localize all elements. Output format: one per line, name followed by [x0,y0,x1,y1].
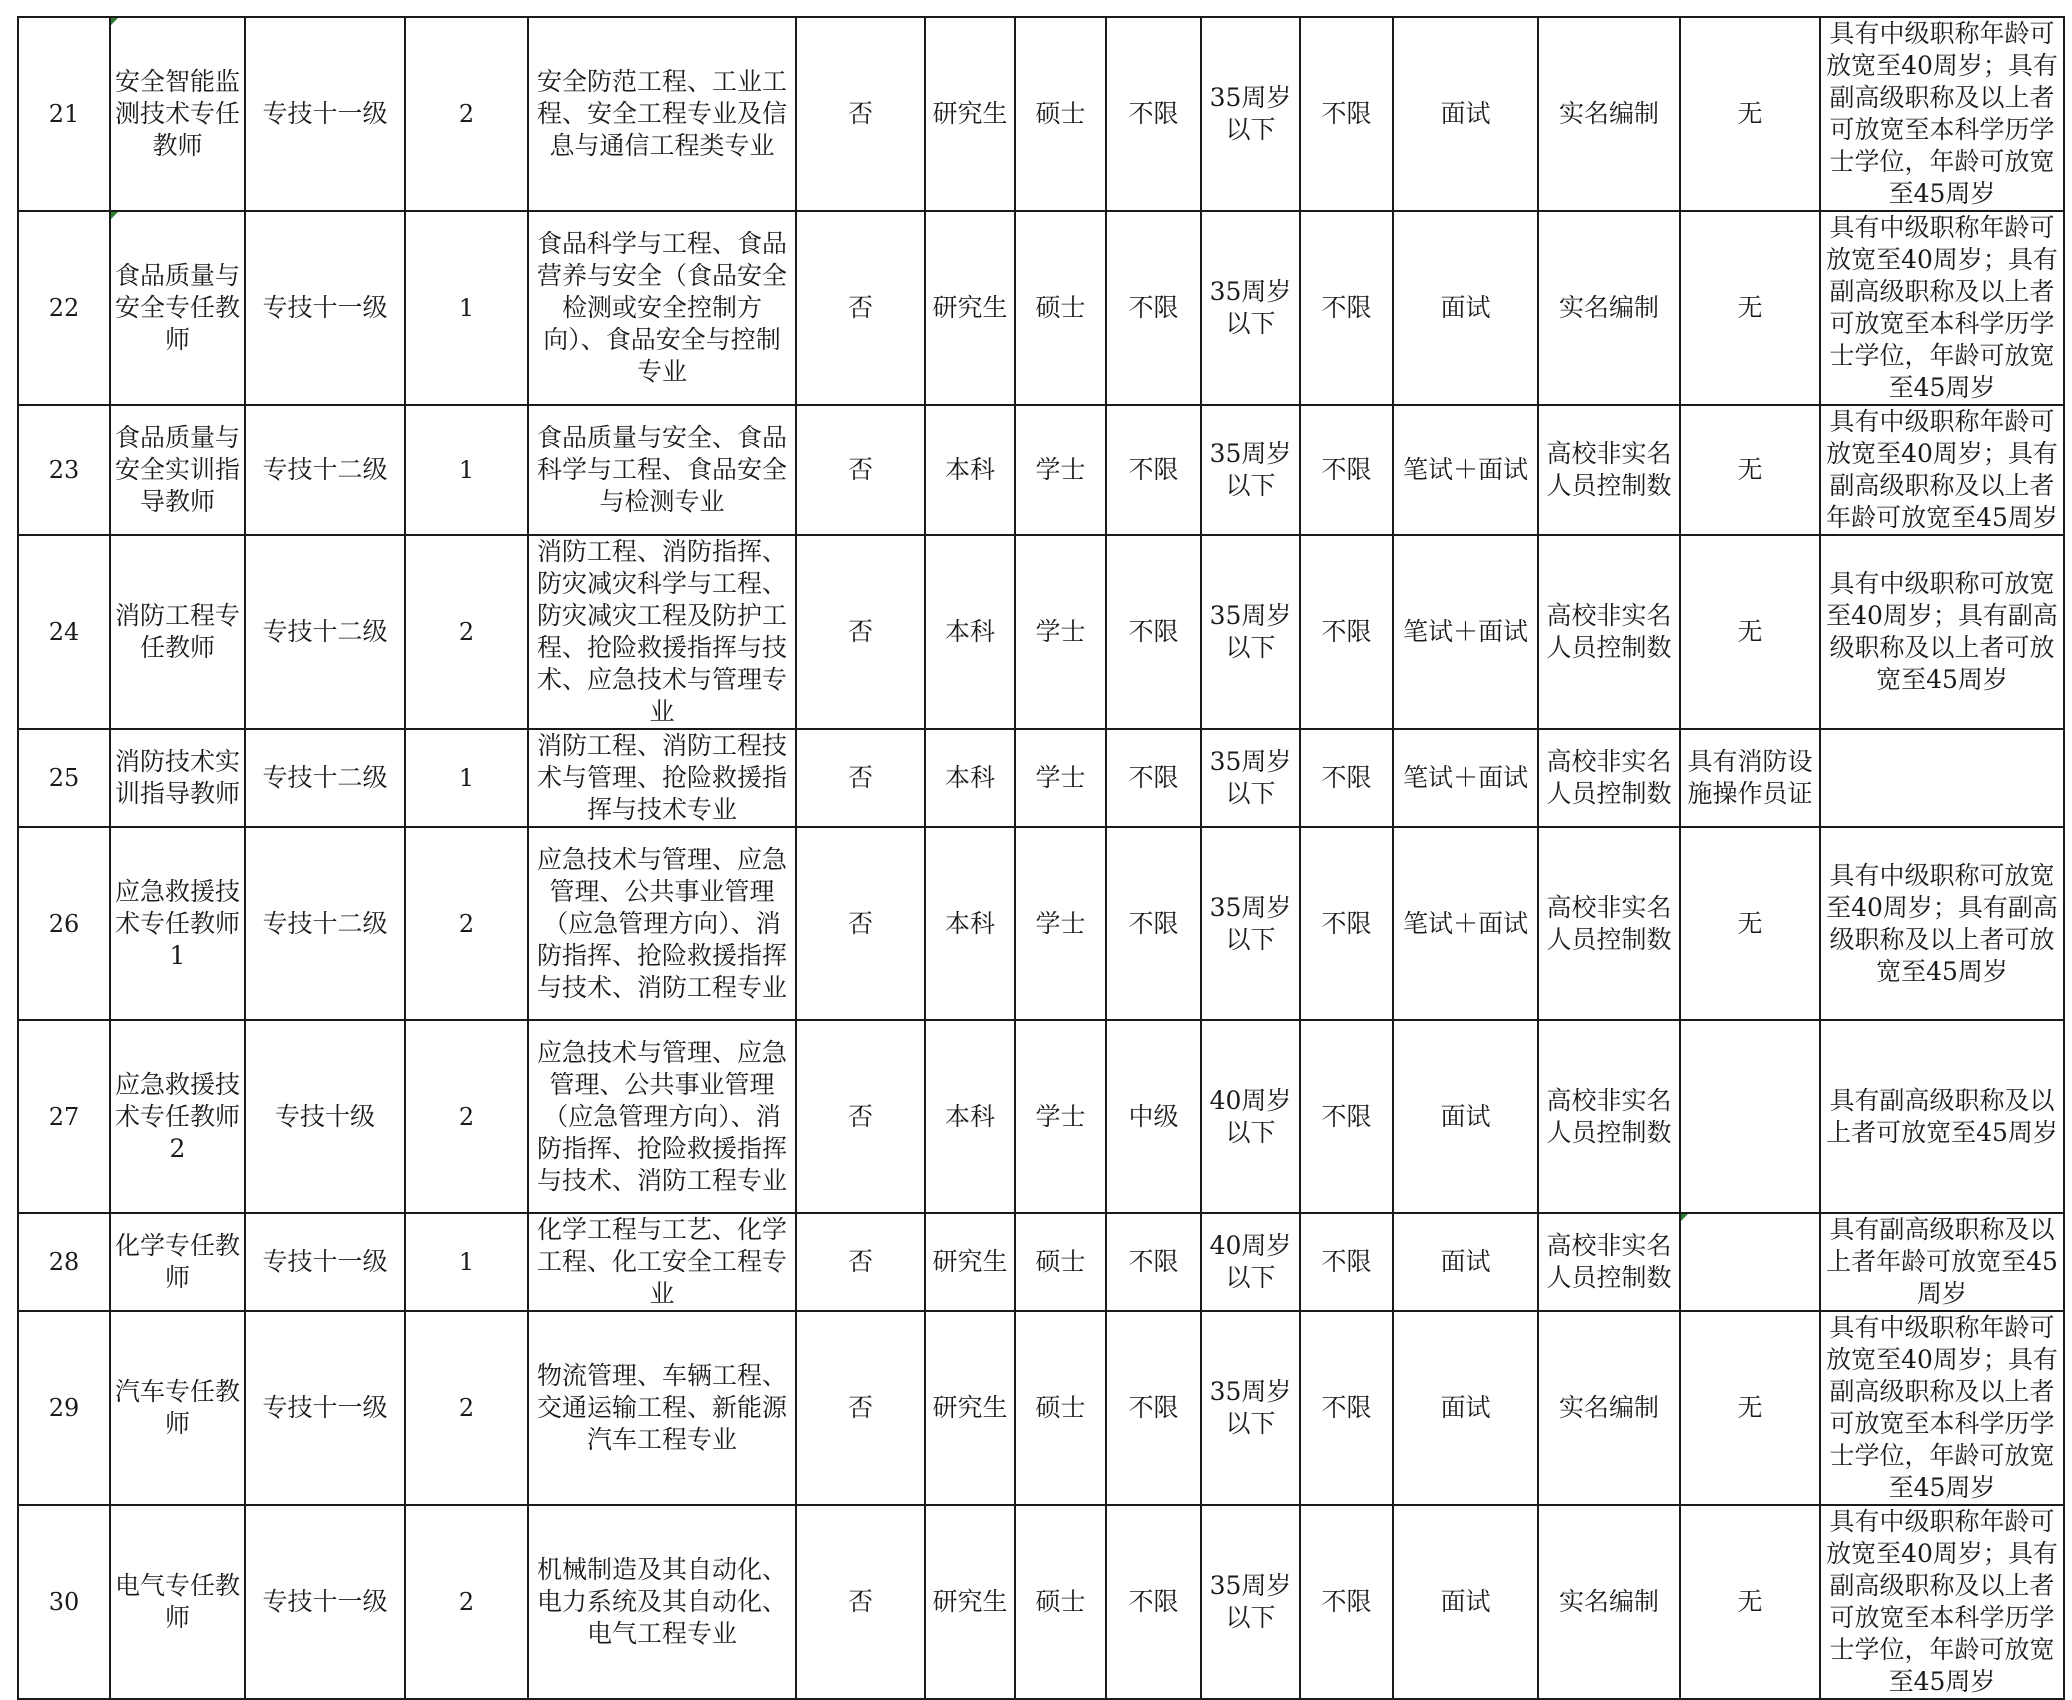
position-name: 化学专任教师 [110,1213,245,1311]
remarks: 具有副高级职称及以上者年龄可放宽至45周岁 [1820,1213,2064,1311]
age-limit: 35周岁以下 [1201,827,1300,1020]
row-number: 24 [18,535,110,729]
row-number: 21 [18,17,110,211]
age-limit: 35周岁以下 [1201,535,1300,729]
exam-method: 笔试＋面试 [1393,535,1538,729]
staffing-type: 实名编制 [1538,17,1680,211]
table-row [18,405,2064,535]
restricted-flag: 否 [796,535,925,729]
degree: 硕士 [1015,1311,1106,1505]
degree: 硕士 [1015,1505,1106,1699]
other-requirement: 不限 [1300,1213,1393,1311]
major-requirement: 应急技术与管理、应急管理、公共事业管理（应急管理方向）、消防指挥、抢险救援指挥与技术、消防工程专业 [528,1020,796,1213]
professional-title: 不限 [1106,211,1201,405]
hire-count: 2 [405,1020,528,1213]
remarks [1820,729,2064,827]
age-limit: 35周岁以下 [1201,729,1300,827]
staffing-type: 高校非实名人员控制数 [1538,827,1680,1020]
hire-count: 2 [405,827,528,1020]
education: 本科 [925,729,1015,827]
exam-method: 面试 [1393,1505,1538,1699]
staffing-type: 实名编制 [1538,1311,1680,1505]
major-requirement: 食品质量与安全、食品科学与工程、食品安全与检测专业 [528,405,796,535]
age-limit: 35周岁以下 [1201,1311,1300,1505]
exam-method: 笔试＋面试 [1393,729,1538,827]
position-name: 消防工程专任教师 [110,535,245,729]
degree: 硕士 [1015,17,1106,211]
certificate [1680,1020,1820,1213]
staffing-type: 高校非实名人员控制数 [1538,729,1680,827]
position-name: 食品质量与安全专任教师 [110,211,245,405]
table-row [18,1213,2064,1311]
degree: 硕士 [1015,1213,1106,1311]
position-name: 应急救援技术专任教师2 [110,1020,245,1213]
education: 本科 [925,405,1015,535]
position-level: 专技十一级 [245,1213,405,1311]
certificate: 无 [1680,1505,1820,1699]
position-name: 汽车专任教师 [110,1311,245,1505]
education: 研究生 [925,1505,1015,1699]
exam-method: 面试 [1393,17,1538,211]
professional-title: 不限 [1106,17,1201,211]
education: 研究生 [925,17,1015,211]
certificate: 无 [1680,827,1820,1020]
other-requirement: 不限 [1300,17,1393,211]
remarks: 具有中级职称年龄可放宽至40周岁；具有副高级职称及以上者可放宽至本科学历学士学位，年龄可放宽至45周岁 [1820,1311,2064,1505]
restricted-flag: 否 [796,17,925,211]
position-level: 专技十二级 [245,827,405,1020]
professional-title: 不限 [1106,1505,1201,1699]
staffing-type: 高校非实名人员控制数 [1538,405,1680,535]
table-row [18,535,2064,729]
restricted-flag: 否 [796,1020,925,1213]
professional-title: 不限 [1106,405,1201,535]
education: 本科 [925,1020,1015,1213]
certificate: 无 [1680,211,1820,405]
hire-count: 2 [405,535,528,729]
hire-count: 1 [405,211,528,405]
other-requirement: 不限 [1300,1311,1393,1505]
position-level: 专技十一级 [245,17,405,211]
hire-count: 1 [405,405,528,535]
row-number: 29 [18,1311,110,1505]
recruitment-table [17,16,2065,1700]
professional-title: 不限 [1106,827,1201,1020]
hire-count: 1 [405,1213,528,1311]
major-requirement: 物流管理、车辆工程、交通运输工程、新能源汽车工程专业 [528,1311,796,1505]
restricted-flag: 否 [796,1505,925,1699]
age-limit: 35周岁以下 [1201,211,1300,405]
other-requirement: 不限 [1300,1505,1393,1699]
major-requirement: 消防工程、消防指挥、防灾减灾科学与工程、防灾减灾工程及防护工程、抢险救援指挥与技术、应急技术与管理专业 [528,535,796,729]
row-number: 27 [18,1020,110,1213]
staffing-type: 高校非实名人员控制数 [1538,535,1680,729]
other-requirement: 不限 [1300,729,1393,827]
table-row [18,1505,2064,1699]
professional-title: 不限 [1106,535,1201,729]
position-name: 安全智能监测技术专任教师 [110,17,245,211]
age-limit: 40周岁以下 [1201,1213,1300,1311]
restricted-flag: 否 [796,211,925,405]
hire-count: 1 [405,729,528,827]
remarks: 具有中级职称年龄可放宽至40周岁；具有副高级职称及以上者可放宽至本科学历学士学位，年龄可放宽至45周岁 [1820,211,2064,405]
major-requirement: 安全防范工程、工业工程、安全工程专业及信息与通信工程类专业 [528,17,796,211]
major-requirement: 应急技术与管理、应急管理、公共事业管理（应急管理方向）、消防指挥、抢险救援指挥与技术、消防工程专业 [528,827,796,1020]
certificate: 具有消防设施操作员证 [1680,729,1820,827]
restricted-flag: 否 [796,729,925,827]
education: 本科 [925,535,1015,729]
remarks: 具有中级职称可放宽至40周岁；具有副高级职称及以上者可放宽至45周岁 [1820,535,2064,729]
exam-method: 面试 [1393,1020,1538,1213]
position-level: 专技十二级 [245,729,405,827]
row-number: 23 [18,405,110,535]
row-number: 25 [18,729,110,827]
certificate: 无 [1680,405,1820,535]
position-level: 专技十一级 [245,1505,405,1699]
other-requirement: 不限 [1300,827,1393,1020]
education: 研究生 [925,1213,1015,1311]
degree: 学士 [1015,729,1106,827]
table-row [18,17,2064,211]
major-requirement: 食品科学与工程、食品营养与安全（食品安全检测或安全控制方向）、食品安全与控制专业 [528,211,796,405]
age-limit: 35周岁以下 [1201,17,1300,211]
exam-method: 面试 [1393,1213,1538,1311]
staffing-type: 实名编制 [1538,211,1680,405]
position-name: 消防技术实训指导教师 [110,729,245,827]
remarks: 具有中级职称可放宽至40周岁；具有副高级职称及以上者可放宽至45周岁 [1820,827,2064,1020]
remarks: 具有中级职称年龄可放宽至40周岁；具有副高级职称及以上者可放宽至本科学历学士学位，年龄可放宽至45周岁 [1820,1505,2064,1699]
certificate: 无 [1680,17,1820,211]
professional-title: 中级 [1106,1020,1201,1213]
remarks: 具有中级职称年龄可放宽至40周岁；具有副高级职称及以上者可放宽至本科学历学士学位，年龄可放宽至45周岁 [1820,17,2064,211]
professional-title: 不限 [1106,1213,1201,1311]
position-name: 应急救援技术专任教师1 [110,827,245,1020]
age-limit: 35周岁以下 [1201,405,1300,535]
staffing-type: 高校非实名人员控制数 [1538,1020,1680,1213]
position-level: 专技十级 [245,1020,405,1213]
restricted-flag: 否 [796,1311,925,1505]
certificate [1680,1213,1820,1311]
row-number: 28 [18,1213,110,1311]
hire-count: 2 [405,17,528,211]
other-requirement: 不限 [1300,211,1393,405]
restricted-flag: 否 [796,405,925,535]
major-requirement: 消防工程、消防工程技术与管理、抢险救援指挥与技术专业 [528,729,796,827]
staffing-type: 高校非实名人员控制数 [1538,1213,1680,1311]
remarks: 具有中级职称年龄可放宽至40周岁；具有副高级职称及以上者年龄可放宽至45周岁 [1820,405,2064,535]
major-requirement: 化学工程与工艺、化学工程、化工安全工程专业 [528,1213,796,1311]
restricted-flag: 否 [796,827,925,1020]
table-row [18,1311,2064,1505]
exam-method: 笔试＋面试 [1393,405,1538,535]
degree: 学士 [1015,405,1106,535]
age-limit: 40周岁以下 [1201,1020,1300,1213]
hire-count: 2 [405,1311,528,1505]
table-row [18,211,2064,405]
certificate: 无 [1680,535,1820,729]
other-requirement: 不限 [1300,405,1393,535]
education: 研究生 [925,211,1015,405]
position-level: 专技十二级 [245,405,405,535]
major-requirement: 机械制造及其自动化、电力系统及其自动化、电气工程专业 [528,1505,796,1699]
position-level: 专技十一级 [245,1311,405,1505]
position-name: 电气专任教师 [110,1505,245,1699]
position-name: 食品质量与安全实训指导教师 [110,405,245,535]
row-number: 26 [18,827,110,1020]
degree: 硕士 [1015,211,1106,405]
age-limit: 35周岁以下 [1201,1505,1300,1699]
position-level: 专技十二级 [245,535,405,729]
staffing-type: 实名编制 [1538,1505,1680,1699]
hire-count: 2 [405,1505,528,1699]
exam-method: 笔试＋面试 [1393,827,1538,1020]
certificate: 无 [1680,1311,1820,1505]
professional-title: 不限 [1106,729,1201,827]
professional-title: 不限 [1106,1311,1201,1505]
degree: 学士 [1015,827,1106,1020]
restricted-flag: 否 [796,1213,925,1311]
degree: 学士 [1015,1020,1106,1213]
row-number: 22 [18,211,110,405]
degree: 学士 [1015,535,1106,729]
education: 研究生 [925,1311,1015,1505]
other-requirement: 不限 [1300,1020,1393,1213]
table-row [18,1020,2064,1213]
exam-method: 面试 [1393,211,1538,405]
row-number: 30 [18,1505,110,1699]
position-level: 专技十一级 [245,211,405,405]
remarks: 具有副高级职称及以上者可放宽至45周岁 [1820,1020,2064,1213]
other-requirement: 不限 [1300,535,1393,729]
exam-method: 面试 [1393,1311,1538,1505]
table-row [18,827,2064,1020]
table-row [18,729,2064,827]
education: 本科 [925,827,1015,1020]
